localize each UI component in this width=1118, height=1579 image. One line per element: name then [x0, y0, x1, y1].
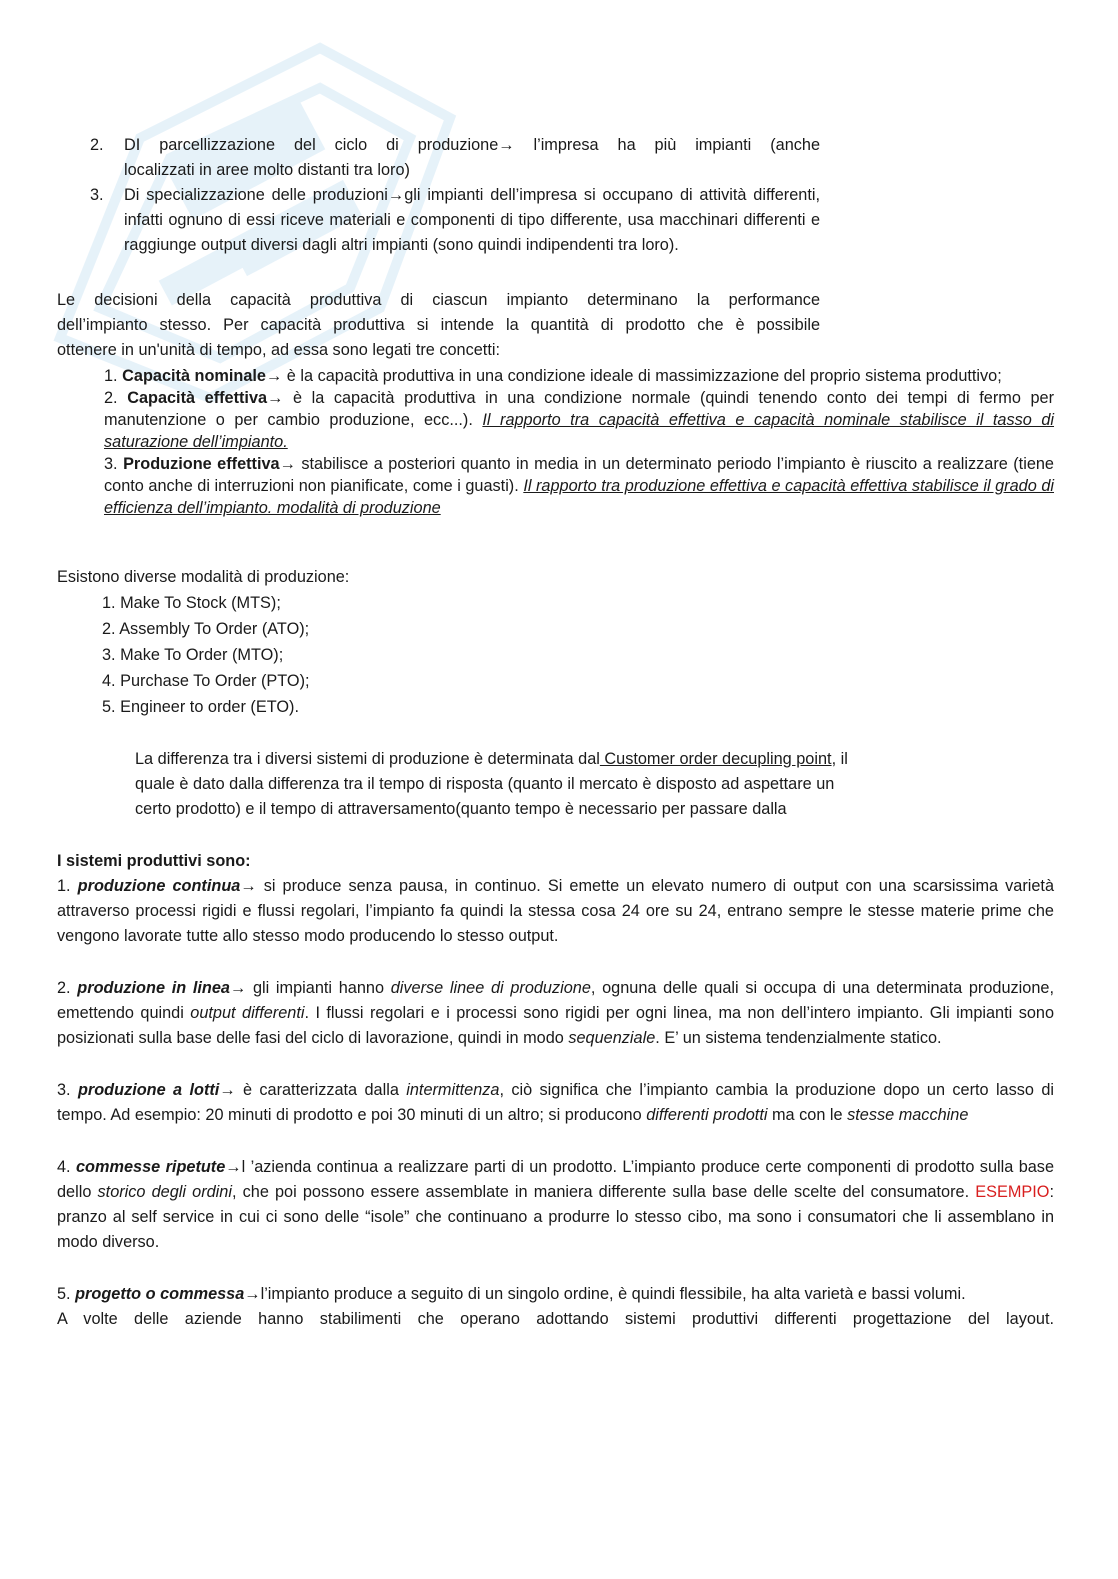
mode-item: 2. Assembly To Order (ATO); — [102, 620, 310, 638]
concepts-list — [104, 365, 1054, 519]
system-item: 1. produzione continua→ si produce senza pausa, in continuo. Si emette un elevato numero di output con una scarsissima varietà attraverso processi rigidi e flussi regolari, l’impianto fa quindi la stessa cosa 24 ore su 24, entrano sempre le stesse materie prime che vengono lavorate tutte allo stesso modo producendo lo stesso output. — [57, 877, 1055, 945]
decoupling-paragraph: La differenza tra i diversi sistemi di produzione è determinata dal Customer order decupling point, il quale è dato dalla differenza tra il tempo di risposta (quanto il mercato è disposto ad aspettare un certo prodotto) e il tempo di attraversamento(quanto tempo è necessario per passare dalla — [135, 750, 848, 818]
mode-item: 4. Purchase To Order (PTO); — [102, 672, 310, 690]
customer-order-decoupling-point-term: Customer order decupling point — [599, 750, 832, 768]
production-systems — [57, 849, 1054, 1332]
list-item-text: localizzati in aree molto distanti tra loro) — [124, 161, 410, 179]
section-heading: I sistemi produttivi sono: — [57, 852, 251, 870]
mode-item: 3. Make To Order (MTO); — [102, 646, 284, 664]
top-numbered-list — [90, 133, 820, 258]
concept-item: 2. Capacità effettiva→ è la capacità produttiva in una condizione normale (quindi tenendo conto dei tempi di fermo per manutenzione o per cambio produzione, ecc...). Il rapporto tra capacità effettiva e capacità nominale stabilisce il tasso di saturazione dell’impianto. — [104, 389, 1055, 451]
example-label: ESEMPIO — [975, 1183, 1050, 1201]
list-item: 3. Di specializzazione delle produzioni→gli impianti dell’impresa si occupano di attività differenti, infatti ognuno di essi riceve materiali e componenti di tipo differente, usa macchinari differenti e raggiunge output diversi dagli altri impianti (sono quindi indipendenti tra loro). — [90, 183, 820, 258]
system-item: 2. produzione in linea→ gli impianti hanno diverse linee di produzione, ognuna delle quali si occupa di una determinata produzione, emettendo quindi output differenti. I flussi regolari e i processi sono rigidi per ogni linea, ma non dell’intero impianto. Gli impianti sono posizionati sulla base delle fasi del ciclo di lavorazione, quindi in modo sequenziale. E’ un sistema tendenzialmente statico. — [57, 979, 1054, 1047]
mode-item: 5. Engineer to order (ETO). — [102, 698, 299, 716]
list-item-text: Di specializzazione delle produzioni→gli impianti dell’impresa si occupano di attività differenti, infatti ognuno di essi riceve materiali e componenti di tipo differente, usa macchinari differenti e raggiunge output diversi dagli altri impianti (sono quindi indipendenti tra loro). — [124, 186, 820, 254]
production-modes — [57, 564, 857, 720]
underlined-italic-note: Il rapporto tra produzione effettiva e capacità effettiva stabilisce il grado di efficienza dell’impianto. modalità di produzione — [104, 477, 1054, 517]
mode-item: 1. Make To Stock (MTS); — [102, 594, 281, 612]
list-item-text: DI parcellizzazione del ciclo di produzione→ l’impresa ha più impianti (anche — [124, 136, 820, 154]
system-item: 5. progetto o commessa→l’impianto produce a seguito di un singolo ordine, è quindi flessibile, ha alta varietà e bassi volumi. — [57, 1285, 966, 1303]
list-item: 2. DI parcellizzazione del ciclo di produzione→ l’impresa ha più impianti (anche localizzati in aree molto distanti tra loro) — [90, 133, 820, 183]
underlined-italic-note: Il rapporto tra capacità effettiva e capacità nominale stabilisce il tasso di saturazione dell’impianto. — [104, 411, 1055, 451]
concept-term: Capacità nominale — [122, 367, 266, 385]
system-item: 4. commesse ripetute→l ’azienda continua a realizzare parti di un prodotto. L’impianto produce certe componenti di prodotto sulla base dello storico degli ordini, che poi possono essere assemblate in maniera differente sulla base delle scelte del consumatore. ESEMPIO: pranzo al self service in cui ci sono delle “isole” che continuano a produrre lo stesso cibo, ma sono i consumatori che li assemblano in modo diverso. — [57, 1158, 1055, 1251]
concept-item: 3. Produzione effettiva→ stabilisce a posteriori quanto in media in un determinato periodo l’impianto è riuscito a realizzare (tiene conto anche di interruzioni non pianificate, come i guasti). Il rapporto tra produzione effettiva e capacità effettiva stabilisce il grado di efficienza dell’impianto. modalità di produzione — [104, 455, 1054, 517]
concept-term: Produzione effettiva — [123, 455, 280, 473]
closing-sentence: A volte delle aziende hanno stabilimenti che operano adottando sistemi produttivi differenti progettazione del layout. — [57, 1310, 1054, 1328]
capacity-paragraph: Le decisioni della capacità produttiva di ciascun impianto determinano la performance dell’impianto stesso. Per capacità produttiva si intende la quantità di prodotto che è possibile — [57, 291, 820, 334]
concept-term: Capacità effettiva — [127, 389, 268, 407]
capacity-paragraph-end: ottenere in un'unità di tempo, ad essa sono legati tre concetti: — [57, 341, 500, 359]
modes-intro: Esistono diverse modalità di produzione: — [57, 568, 350, 586]
concept-item: 1. Capacità nominale→ è la capacità produttiva in una condizione ideale di massimizzazione del proprio sistema produttivo; — [104, 367, 1002, 385]
system-item: 3. produzione a lotti→ è caratterizzata dalla intermittenza, ciò significa che l’impianto cambia la produzione dopo un certo lasso di tempo. Ad esempio: 20 minuti di prodotto e poi 30 minuti di un altro; si producono differenti prodotti ma con le stesse macchine — [57, 1081, 1054, 1124]
